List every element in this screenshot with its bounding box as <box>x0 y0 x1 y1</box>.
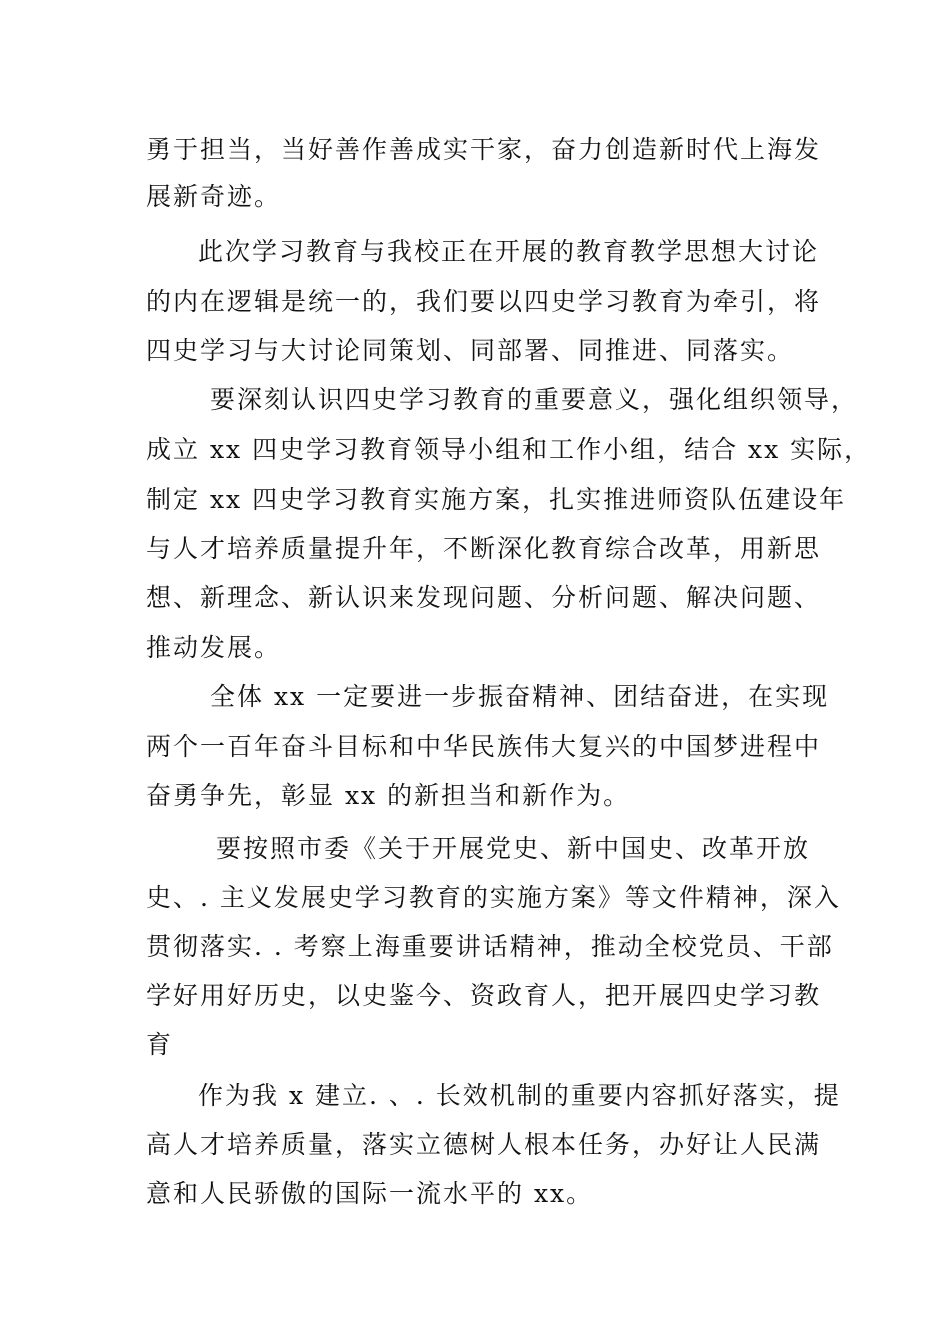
text-line: 史、. 主义发展史学习教育的实施方案》等文件精神，深入 <box>146 883 841 912</box>
text-line: 展新奇迹。 <box>146 182 282 211</box>
text-line: 要深刻认识四史学习教育的重要意义，强化组织领导， <box>210 385 859 414</box>
text-line: 要按照市委《关于开展党史、新中国史、改革开放 <box>216 834 811 863</box>
text-line: 与人才培养质量提升年，不断深化教育综合改革，用新思 <box>146 534 822 563</box>
text-line: 全体 xx 一定要进一步振奋精神、团结奋进，在实现 <box>210 682 830 711</box>
text-line: 制定 xx 四史学习教育实施方案，扎实推进师资队伍建设年 <box>146 485 847 514</box>
text-line: 四史学习与大讨论同策划、同部署、同推进、同落实。 <box>146 336 795 365</box>
text-line: 勇于担当，当好善作善成实干家，奋力创造新时代上海发 <box>146 135 822 164</box>
text-line: 的内在逻辑是统一的，我们要以四史学习教育为牵引，将 <box>146 287 822 316</box>
text-line: 高人才培养质量，落实立德树人根本任务，办好让人民满 <box>146 1130 822 1159</box>
text-line: 意和人民骄傲的国际一流水平的 xx。 <box>146 1179 594 1208</box>
text-line: 奋勇争先，彰显 xx 的新担当和新作为。 <box>146 781 631 810</box>
text-line: 推动发展。 <box>146 633 282 662</box>
text-line: 贯彻落实. . 考察上海重要讲话精神，推动全校党员、干部 <box>146 932 834 961</box>
text-line: 此次学习教育与我校正在开展的教育教学思想大讨论 <box>198 237 820 266</box>
text-line: 成立 xx 四史学习教育领导小组和工作小组，结合 xx 实际， <box>146 435 872 464</box>
text-line: 学好用好历史，以史鉴今、资政育人，把开展四史学习教 <box>146 981 822 1010</box>
text-line: 作为我 x 建立. 、. 长效机制的重要内容抓好落实，提 <box>198 1081 841 1110</box>
text-line: 想、新理念、新认识来发现问题、分析问题、解决问题、 <box>146 583 822 612</box>
text-line: 两个一百年奋斗目标和中华民族伟大复兴的中国梦进程中 <box>146 732 822 761</box>
text-line: 育 <box>146 1030 174 1059</box>
